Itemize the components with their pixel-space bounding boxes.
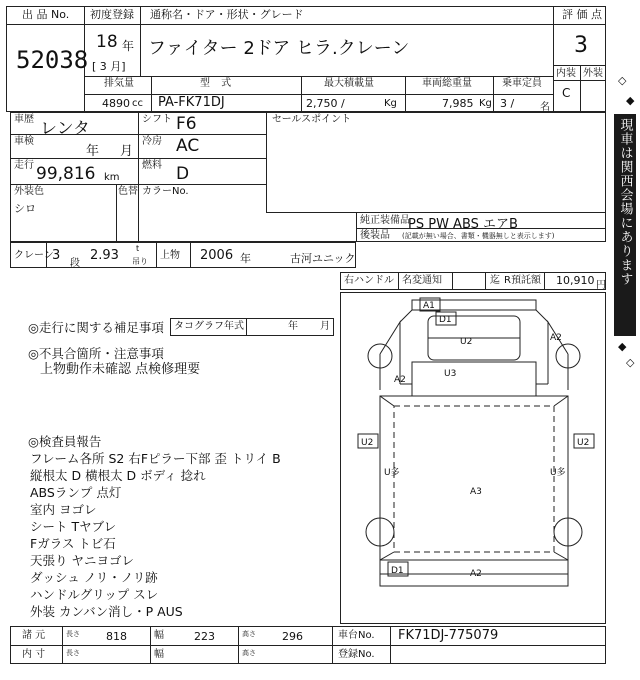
crane-stages-unit: 段 [70, 258, 80, 269]
inspector-line: ハンドルグリップ スレ [30, 587, 159, 602]
sales-point-label: セールスポイント [272, 114, 352, 125]
ac-value: AC [176, 136, 200, 156]
lot-no-label: 出 品 No. [22, 8, 70, 21]
crane-tons-unit: t [136, 244, 140, 253]
tachograph-month: 月 [320, 321, 330, 332]
divider [84, 76, 553, 77]
driving-notes-heading: ◎走行に関する補足事項 [28, 320, 164, 335]
divider [493, 76, 494, 112]
height-value: 296 [282, 630, 303, 643]
divider [10, 184, 266, 185]
divider [405, 76, 406, 112]
model-value: PA-FK71DJ [158, 95, 225, 110]
history-value: レンタ [40, 119, 90, 139]
cab-body-outline [412, 362, 536, 396]
crane-label: クレーン [14, 250, 54, 261]
max-load-value: 2,750 / [306, 97, 345, 110]
divider [150, 626, 151, 664]
inner-size-label: 内 寸 [22, 649, 46, 660]
mark-u2: U2 [577, 438, 590, 448]
divider [151, 76, 152, 112]
recycle-deposit-label: R預託額 [504, 275, 541, 286]
width-value: 223 [194, 630, 215, 643]
capacity-label: 乗車定員 [502, 78, 542, 89]
inspector-line: 室内 ヨゴレ [30, 502, 97, 517]
car-name: ファイター 2ドア ヒラ.クレーン [148, 38, 410, 59]
mark-u3: U3 [444, 369, 457, 379]
max-load-unit: Kg [384, 98, 397, 109]
damage-diagram [340, 292, 606, 624]
inspector-line: フレーム各所 S2 右Fピラー下部 歪 トリイ B [30, 451, 281, 466]
mark-a2: A2 [550, 333, 562, 343]
inspector-line: ABSランプ 点灯 [30, 485, 122, 500]
divider [10, 158, 266, 159]
recycle-deposit-value: 10,910 [556, 274, 595, 287]
fuel-value: D [176, 164, 190, 184]
crane-maker: 古河ユニック [290, 252, 356, 265]
location-notice [614, 114, 636, 336]
side-mark-top-right: ◆ [626, 94, 635, 107]
gross-weight-label: 車両総重量 [422, 78, 472, 89]
equipment-label: 純正装備品 [360, 215, 410, 226]
chassis-number: FK71DJ-775079 [398, 628, 499, 643]
spec-label: 諸 元 [22, 630, 46, 641]
mark-u2: U2 [460, 337, 473, 347]
aftermarket-note: (記載が無い場合、書類・機器無しと表示します) [402, 232, 555, 240]
inspection-month: 月 [120, 144, 134, 159]
car-name-label: 通称名・ドア・形状・グレード [150, 8, 304, 21]
first-registration-label: 初度登録 [90, 8, 134, 21]
aftermarket-label: 後装品 [360, 230, 390, 241]
divider [390, 626, 391, 664]
side-mark-top-left: ◇ [618, 74, 627, 87]
bed-floor-outline [394, 406, 554, 552]
interior-label: 内装 [556, 68, 576, 79]
gross-weight-unit: Kg [479, 98, 492, 109]
mark-u-many: U多 [550, 468, 566, 478]
exterior-label: 外装 [583, 68, 603, 79]
registration-year: 18 [96, 32, 118, 52]
ac-label: 冷房 [142, 136, 162, 147]
upper-year: 2006 [200, 248, 234, 263]
divider [84, 94, 553, 95]
crane-tons: 2.93 [90, 248, 119, 263]
capacity-unit: 名 [540, 102, 550, 113]
width-label: 幅 [154, 630, 164, 641]
crane-stages: 3 [52, 248, 61, 263]
model-label: 型 式 [200, 78, 236, 89]
inspector-line: 天張り ヤニヨゴレ [30, 553, 134, 568]
mark-d1: D1 [439, 315, 452, 325]
inspector-line: シート Tヤブレ [30, 519, 117, 534]
defects-text: 上物動作未確認 点検修理要 [40, 362, 201, 377]
rating-score: 3 [574, 33, 588, 58]
displacement-label: 排気量 [104, 78, 134, 89]
displacement-unit: cc [132, 98, 143, 109]
inspector-heading: ◎検査員報告 [28, 434, 102, 449]
exterior-color-value: シロ [14, 202, 36, 215]
divider [356, 212, 357, 242]
lot-number: 52038 [16, 46, 89, 74]
divider [301, 76, 302, 112]
mark-u2: U2 [361, 438, 374, 448]
divider [116, 184, 117, 242]
meter-change-label: 名変通知 [402, 275, 442, 286]
history-label: 車歴 [14, 114, 34, 125]
divider [332, 626, 333, 664]
year-unit: 年 [122, 39, 135, 53]
max-load-label: 最大積載量 [324, 78, 374, 89]
handle-position: 右ハンドル [344, 275, 394, 286]
color-change-label: 色替 [118, 186, 138, 197]
mark-a1: A1 [423, 301, 435, 311]
color-code-label: カラーNo. [142, 186, 189, 197]
upper-year-unit: 年 [240, 252, 251, 265]
height-label: 高さ [242, 630, 256, 638]
meter-until-label: 迄 [490, 275, 500, 286]
rating-label: 評 価 点 [562, 8, 602, 21]
side-mark-bottom-right: ◇ [626, 356, 635, 369]
divider [544, 272, 545, 290]
interior-grade: C [562, 86, 571, 100]
mark-a2: A2 [394, 375, 406, 385]
divider [246, 318, 247, 336]
inspector-line: 外装 カンバン消し・P AUS [30, 604, 183, 619]
divider [398, 272, 399, 290]
divider [190, 242, 191, 268]
inspector-line: Fガラス トビ石 [30, 536, 116, 551]
mark-u-many: U多 [384, 468, 400, 478]
inner-width-label: 幅 [154, 649, 164, 660]
shift-value: F6 [176, 114, 197, 134]
fuel-label: 燃料 [142, 160, 162, 171]
inspection-label: 車検 [14, 136, 34, 147]
registration-label: 登録No. [338, 649, 375, 660]
recycle-deposit-unit: 円 [596, 280, 606, 291]
divider [238, 626, 239, 664]
inspector-line: 縦根太 D 横根太 D ボディ 捻れ [30, 468, 206, 483]
capacity-value: 3 / [500, 97, 515, 110]
inspection-year: 年 [86, 144, 100, 159]
length-value: 818 [106, 630, 127, 643]
crane-lift-unit: 吊り [132, 257, 148, 266]
mark-a3: A3 [470, 487, 482, 497]
divider [266, 112, 267, 212]
divider [6, 24, 606, 25]
side-mark-bottom-left: ◆ [618, 340, 627, 353]
upper-label: 上物 [160, 250, 180, 261]
chassis-label: 車台No. [338, 630, 375, 641]
cargo-bed-outline [380, 396, 568, 560]
divider [553, 6, 554, 112]
divider [580, 65, 581, 112]
inspector-line: ダッシュ ノリ・ノリ跡 [30, 570, 158, 585]
defects-heading: ◎不具合箇所・注意事項 [28, 346, 164, 361]
exterior-color-label: 外装色 [14, 186, 44, 197]
tachograph-year: 年 [288, 321, 298, 332]
mark-d1: D1 [391, 566, 404, 576]
inner-height-label: 高さ [242, 649, 256, 657]
length-label: 長さ [66, 630, 80, 638]
equipment-value: PS PW ABS エアB [408, 217, 518, 232]
inner-length-label: 長さ [66, 649, 80, 657]
divider [62, 626, 63, 664]
divider [138, 112, 139, 242]
mileage-value: 99,816 [36, 164, 96, 184]
shift-label: シフト [142, 114, 172, 125]
tachograph-label: タコグラフ年式 [174, 321, 244, 332]
location-notice-text: 現車は関西会場にあります [617, 118, 633, 286]
mileage-label: 走行 [14, 160, 34, 171]
displacement-value: 4890 [102, 97, 130, 110]
gross-weight-value: 7,985 [442, 97, 474, 110]
mileage-unit: km [104, 172, 120, 183]
divider [156, 242, 157, 268]
divider [140, 6, 141, 76]
meter-change-box [452, 272, 486, 290]
divider [10, 645, 606, 646]
registration-month: [ 3 月] [92, 60, 126, 73]
mark-a2: A2 [470, 569, 482, 579]
